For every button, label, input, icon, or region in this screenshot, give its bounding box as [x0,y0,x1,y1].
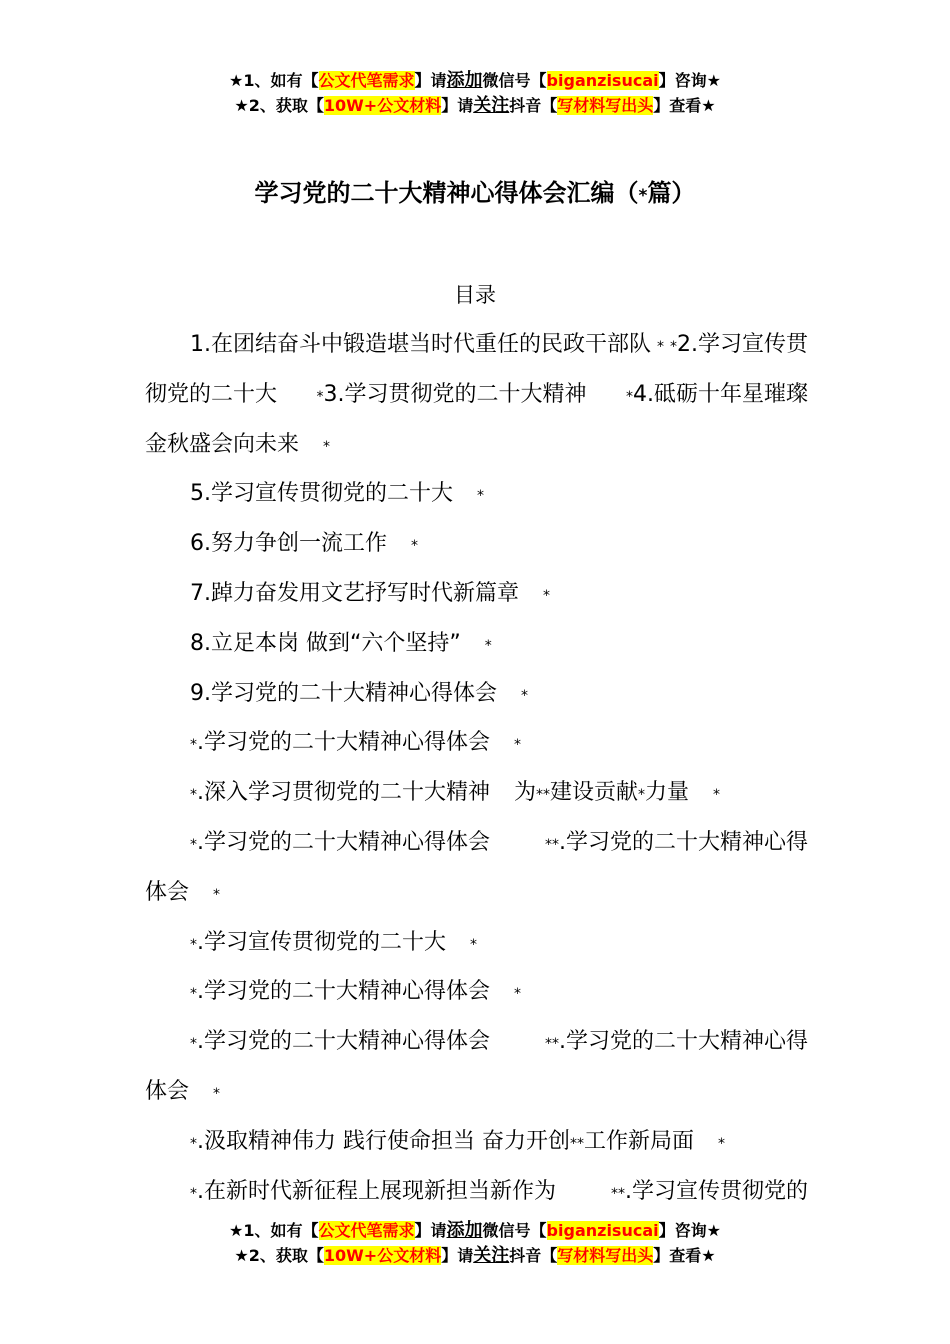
asterisk-mark: * [190,1135,197,1152]
toc-text: *.汲取精神伟力 践行使命担当 奋力开创**工作新局面 [190,1128,694,1154]
asterisk-mark: * [713,787,721,804]
toc-line [145,967,808,1017]
page-number-placeholder [713,768,720,818]
toc-text: 金秋盛会向未来 [145,431,300,457]
toc-line [145,718,808,768]
toc-line [145,1067,808,1117]
toc-text: 7.踔力奋发用文艺抒写时代新篇章 [190,580,519,606]
toc-text: 1.在团结奋斗中锻造堪当时代重任的民政干部队 [190,332,651,357]
page-number-placeholder [718,1117,725,1167]
toc-text: *.学习党的二十大精神心得体会 [190,979,490,1005]
highlighted-text: 写材料写出头 [557,96,654,115]
asterisk-mark: * [618,1185,625,1202]
page-number-placeholder [521,669,528,719]
toc-line [145,768,808,818]
document-title: 学习党的二十大精神心得体会汇编（*篇） [254,179,696,207]
banner-text: 】咨询★ [658,71,721,90]
asterisk-mark: * [323,438,331,455]
toc-entry [145,768,808,818]
highlighted-text: 10W+公文材料 [323,96,442,115]
asterisk-mark: * [190,836,197,853]
toc-line [145,469,808,519]
banner-text: 】查看★ [653,96,716,115]
toc-text: 9.学习党的二十大精神心得体会 [190,680,497,706]
emphasized-text: 添加 [446,1220,483,1241]
asterisk-mark: * [670,339,677,355]
asterisk-mark: * [514,737,521,754]
toc-line [145,569,808,619]
toc-line [145,370,808,420]
toc-entry [145,519,808,569]
banner-text: ★2、获取【 [234,1246,324,1265]
toc-entry [145,718,808,768]
toc-entry [145,469,808,519]
highlighted-text: 写材料写出头 [557,1246,654,1265]
highlighted-text: 公文代笔需求 [318,71,415,90]
page-number-placeholder [514,718,521,768]
toc-text: 为**建设贡献*力量 [514,780,690,806]
toc-line [145,1017,808,1067]
toc-entry [145,619,808,669]
toc-text: *4.砥砺十年星璀璨 [625,381,808,407]
toc-text: *.在新时代新征程上展现新担当新作为 [190,1178,556,1204]
toc-text: 体会 [145,1078,190,1104]
page-number-placeholder [657,320,664,370]
page-number-placeholder [213,868,220,918]
banner-line1 [0,68,950,93]
toc-text: **.学习宣传贯彻党的 [611,1178,808,1204]
banner-text: 抖音【 [509,1246,558,1265]
banner-text: 】请 [441,1246,474,1265]
asterisk-mark: * [521,687,528,704]
page-number-placeholder [477,469,484,519]
toc-text: *.学习宣传贯彻党的二十大 [190,929,446,955]
banner-line2 [0,93,950,118]
banner-text: 】请 [441,96,474,115]
toc-line [145,1117,808,1167]
banner-text: 微信号【 [482,71,547,90]
emphasized-text: 添加 [446,70,483,91]
asterisk-mark: * [657,339,664,355]
toc-line [145,519,808,569]
toc-line [145,1167,808,1217]
toc-entry [145,918,808,968]
banner-text: 微信号【 [482,1221,547,1240]
asterisk-mark: * [190,936,197,953]
toc-entry [145,967,808,1017]
toc-line [145,669,808,719]
toc-text: *.学习党的二十大精神心得体会 [190,1029,490,1055]
toc-line [145,818,808,868]
banner-text: ★1、如有【 [229,1221,319,1240]
toc-text: 8.立足本岗 做到“六个坚持” [190,630,461,656]
asterisk-mark: * [213,1085,221,1102]
banner-text: ★2、获取【 [234,96,324,115]
toc-entry [145,1017,808,1117]
highlighted-text: 10W+公文材料 [323,1246,442,1265]
asterisk-mark: * [545,1036,552,1053]
asterisk-mark: * [576,1135,584,1152]
toc-heading: 目录 [454,283,496,307]
page-number-placeholder [543,569,550,619]
toc-text: *.学习党的二十大精神心得体会 [190,829,490,855]
page-number-placeholder [470,918,477,968]
toc-text: 体会 [145,879,190,905]
banner-text: 】请 [414,71,447,90]
toc-entry [145,320,808,469]
asterisk-mark: * [213,886,221,903]
toc-entry [145,569,808,619]
asterisk-mark: * [514,986,521,1003]
banner-text: 抖音【 [509,96,558,115]
header-promo-banner [0,68,950,118]
asterisk-mark: * [190,737,197,754]
asterisk-mark: * [190,986,197,1003]
asterisk-mark: * [543,787,551,804]
asterisk-mark: * [569,1135,577,1152]
banner-text: 】查看★ [653,1246,716,1265]
toc-text: *2.学习宣传贯 [670,332,808,357]
highlighted-text: biganzisucai [546,1221,659,1240]
toc-entry [145,1167,808,1217]
toc-text: 6.努力争创一流工作 [190,531,387,557]
toc-text: **.学习党的二十大精神心得 [545,1029,808,1055]
page-number-placeholder [514,967,521,1017]
toc-entry [145,669,808,719]
toc-text: *3.学习贯彻党的二十大精神 [316,381,587,407]
toc-entry [145,1117,808,1167]
page-number-placeholder [323,420,330,470]
asterisk-mark: * [477,488,484,505]
asterisk-mark: * [536,787,544,804]
asterisk-mark: * [638,186,648,206]
table-of-contents [145,320,808,1216]
toc-entry [145,818,808,918]
page-number-placeholder [411,519,418,569]
highlighted-text: 公文代笔需求 [318,1221,415,1240]
toc-line [145,868,808,918]
page-number-placeholder [213,1067,220,1117]
banner-text: 】请 [414,1221,447,1240]
asterisk-mark: * [638,787,646,804]
asterisk-mark: * [625,388,633,405]
banner-line2 [0,1243,950,1268]
banner-line1 [0,1218,950,1243]
toc-line [145,619,808,669]
toc-line [145,420,808,470]
asterisk-mark: * [545,836,552,853]
banner-text: ★1、如有【 [229,71,319,90]
page-number-placeholder [485,619,492,669]
toc-text: *.学习党的二十大精神心得体会 [190,730,490,756]
asterisk-mark: * [484,637,492,654]
toc-text: 5.学习宣传贯彻党的二十大 [190,481,453,507]
asterisk-mark: * [470,936,477,953]
toc-text: **.学习党的二十大精神心得 [545,829,808,855]
asterisk-mark: * [411,538,418,555]
toc-line [145,320,808,370]
toc-text: *.深入学习贯彻党的二十大精神 [190,780,490,806]
asterisk-mark: * [316,388,324,405]
asterisk-mark: * [611,1185,618,1202]
highlighted-text: biganzisucai [546,71,659,90]
asterisk-mark: * [190,1185,197,1202]
banner-text: 】咨询★ [658,1221,721,1240]
footer-promo-banner [0,1218,950,1268]
asterisk-mark: * [543,587,550,604]
toc-line [145,918,808,968]
asterisk-mark: * [552,836,559,853]
asterisk-mark: * [552,1036,559,1053]
toc-text: 彻党的二十大 [145,381,278,407]
emphasized-text: 关注 [473,1245,510,1266]
asterisk-mark: * [718,1135,725,1152]
asterisk-mark: * [190,787,197,804]
asterisk-mark: * [190,1036,197,1053]
emphasized-text: 关注 [473,95,510,116]
